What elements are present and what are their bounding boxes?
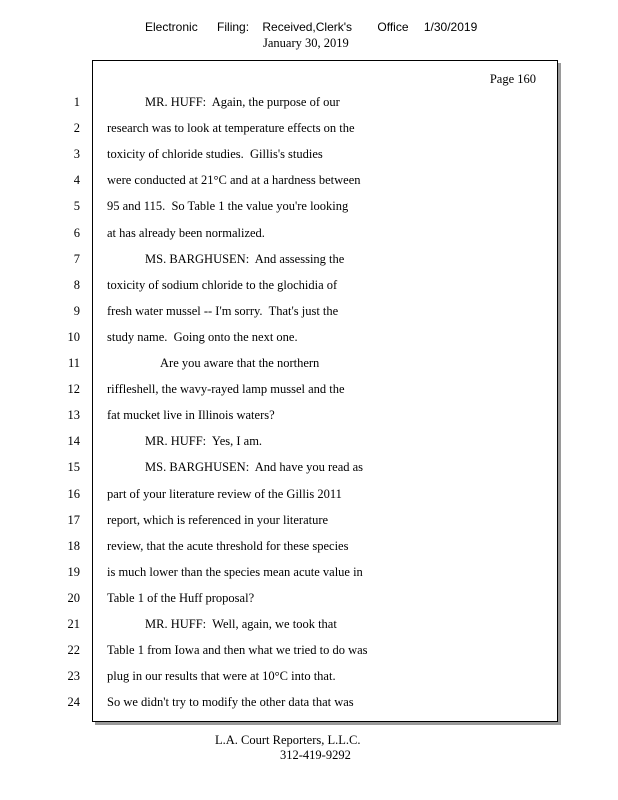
- line-text: riffleshell, the wavy-rayed lamp mussel and the: [107, 382, 345, 397]
- line-number: 11: [67, 356, 80, 370]
- filing-stamp-part2: Filing:: [217, 20, 250, 34]
- line-text: toxicity of sodium chloride to the glochidia of: [107, 277, 338, 292]
- transcript-line: [0, 513, 618, 539]
- line-number: 6: [73, 225, 80, 240]
- line-number: 12: [67, 382, 80, 397]
- transcript-line: [0, 356, 618, 382]
- transcript-line: [0, 669, 618, 695]
- transcript-line: [0, 565, 618, 591]
- line-text: report, which is referenced in your literature: [107, 512, 329, 527]
- line-number: 9: [73, 303, 80, 318]
- line-text: Table 1 of the Huff proposal?: [107, 590, 255, 605]
- line-number: 8: [73, 277, 80, 292]
- line-number: 1: [73, 95, 80, 109]
- line-text: is much lower than the species mean acute value in: [107, 564, 363, 579]
- line-text: at has already been normalized.: [107, 225, 265, 240]
- transcript-line: [0, 408, 618, 434]
- transcript-line: [0, 695, 618, 721]
- line-text: Are you aware that the northern: [160, 356, 320, 370]
- transcript-line: [0, 617, 618, 643]
- line-text: were conducted at 21°C and at a hardness between: [107, 173, 361, 188]
- line-text: Table 1 from Iowa and then what we tried to do was: [107, 643, 368, 658]
- filing-stamp-part5: 1/30/2019: [423, 20, 478, 34]
- line-number: 14: [67, 434, 80, 449]
- line-text: So we didn't try to modify the other data that was: [107, 695, 354, 710]
- line-text: review, that the acute threshold for these species: [107, 538, 349, 553]
- line-text: MR. HUFF: Again, the purpose of our: [145, 95, 340, 109]
- line-number: 22: [67, 643, 80, 658]
- reporter-company: L.A. Court Reporters, L.L.C.: [215, 733, 361, 747]
- line-text: part of your literature review of the Gillis 2011: [107, 486, 342, 501]
- transcript-line: [0, 434, 618, 460]
- line-number: 3: [73, 147, 80, 162]
- transcript-line: [0, 330, 618, 356]
- line-number: 17: [67, 512, 80, 527]
- line-number: 16: [67, 486, 80, 501]
- transcript-line: [0, 382, 618, 408]
- transcript-line: [0, 147, 618, 173]
- transcript-line: [0, 121, 618, 147]
- line-text: research was to look at temperature effects on the: [107, 121, 355, 136]
- reporter-phone: 312-419-9292: [280, 748, 351, 762]
- filing-stamp-part4: Office: [377, 20, 409, 34]
- filing-stamp-part3: Received,Clerk's: [262, 20, 353, 34]
- line-number: 18: [67, 538, 80, 553]
- transcript-line: [0, 539, 618, 565]
- line-number: 23: [67, 669, 80, 684]
- line-number: 24: [67, 695, 80, 710]
- filing-stamp-part1: Electronic: [145, 20, 198, 34]
- line-text: MR. HUFF: Yes, I am.: [145, 434, 263, 449]
- line-text: fresh water mussel -- I'm sorry. That's just the: [107, 303, 339, 318]
- line-number: 2: [73, 121, 80, 136]
- line-number: 4: [73, 173, 80, 188]
- line-number: 7: [73, 251, 80, 266]
- line-text: MS. BARGHUSEN: And have you read as: [145, 460, 364, 475]
- transcript-line: [0, 173, 618, 199]
- transcript-line: [0, 487, 618, 513]
- transcript-line: [0, 199, 618, 225]
- line-number: 13: [67, 408, 80, 423]
- line-text: 95 and 115. So Table 1 the value you're looking: [107, 199, 349, 214]
- line-number: 10: [67, 329, 80, 344]
- line-number: 15: [67, 460, 80, 475]
- line-number: 5: [73, 199, 80, 214]
- transcript-line: [0, 252, 618, 278]
- filing-stamp: [145, 20, 477, 34]
- line-text: MR. HUFF: Well, again, we took that: [145, 617, 337, 631]
- line-number: 20: [67, 590, 80, 605]
- line-text: plug in our results that were at 10°C into that.: [107, 669, 336, 684]
- line-text: toxicity of chloride studies. Gillis's studies: [107, 147, 323, 162]
- transcript-line: [0, 591, 618, 617]
- line-number: 21: [67, 617, 80, 631]
- transcript-line: [0, 278, 618, 304]
- line-text: fat mucket live in Illinois waters?: [107, 408, 275, 423]
- line-text: study name. Going onto the next one.: [107, 329, 298, 344]
- page-number: Page 160: [489, 72, 536, 86]
- transcript-line: [0, 643, 618, 669]
- hearing-date: January 30, 2019: [263, 36, 349, 50]
- transcript-line: [0, 460, 618, 486]
- line-number: 19: [67, 564, 80, 579]
- transcript-line: [0, 226, 618, 252]
- line-text: MS. BARGHUSEN: And assessing the: [145, 251, 345, 266]
- transcript-line: [0, 304, 618, 330]
- transcript-line: [0, 95, 618, 121]
